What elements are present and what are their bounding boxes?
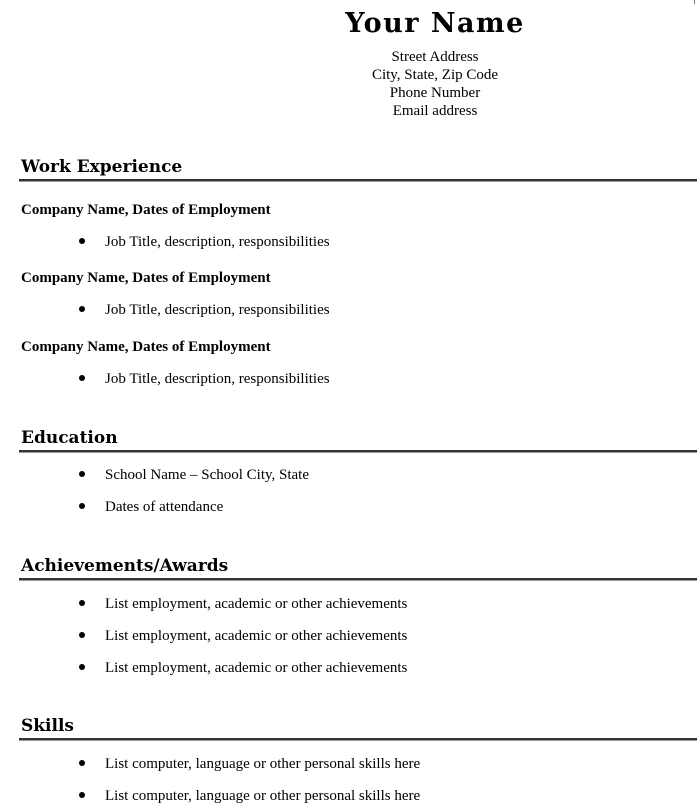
work-entry-detail xyxy=(79,370,330,388)
resume-header xyxy=(300,6,570,120)
achievement-item xyxy=(79,595,407,613)
skill-item xyxy=(79,755,420,773)
education-item xyxy=(79,498,223,516)
section-divider-skills xyxy=(19,738,697,741)
bullet-icon xyxy=(79,632,85,638)
work-entry-detail xyxy=(79,233,330,251)
bullet-icon xyxy=(79,471,85,477)
bullet-icon xyxy=(79,600,85,606)
section-title-education: Education xyxy=(21,428,118,448)
city-state-zip: City, State, Zip Code xyxy=(371,67,499,83)
achievement-item-text: List employment, academic or other achievements xyxy=(105,596,408,612)
achievement-item xyxy=(79,659,407,677)
bullet-icon xyxy=(79,760,85,766)
work-entry-detail xyxy=(79,301,330,319)
achievement-item xyxy=(79,627,407,645)
education-item-text: Dates of attendance xyxy=(105,499,224,515)
page-corner-mark xyxy=(694,0,695,4)
skill-item-text: List computer, language or other personal skills here xyxy=(105,788,421,804)
section-title-skills: Skills xyxy=(21,716,75,736)
work-entry-company: Company Name, Dates of Employment xyxy=(21,270,271,286)
education-item-text: School Name – School City, State xyxy=(105,467,310,483)
section-divider-work xyxy=(19,179,697,182)
bullet-icon xyxy=(79,306,85,312)
bullet-icon xyxy=(79,503,85,509)
section-divider-achievements xyxy=(19,578,697,581)
achievement-item-text: List employment, academic or other achievements xyxy=(105,628,408,644)
section-divider-education xyxy=(19,450,697,453)
bullet-icon xyxy=(79,238,85,244)
phone-number: Phone Number xyxy=(389,85,481,101)
section-title-achievements: Achievements/Awards xyxy=(21,556,229,576)
skill-item xyxy=(79,787,420,805)
bullet-icon xyxy=(79,792,85,798)
street-address: Street Address xyxy=(391,49,479,65)
bullet-icon xyxy=(79,664,85,670)
work-entry-company: Company Name, Dates of Employment xyxy=(21,202,271,218)
email-address: Email address xyxy=(392,103,478,119)
section-title-work-experience: Work Experience xyxy=(21,157,183,177)
work-entry-detail-text: Job Title, description, responsibilities xyxy=(105,302,330,318)
work-entry-detail-text: Job Title, description, responsibilities xyxy=(105,234,330,250)
skill-item-text: List computer, language or other personal skills here xyxy=(105,756,421,772)
candidate-name: Your Name xyxy=(345,8,525,39)
work-entry-company: Company Name, Dates of Employment xyxy=(21,339,271,355)
education-item xyxy=(79,466,309,484)
bullet-icon xyxy=(79,375,85,381)
work-entry-detail-text: Job Title, description, responsibilities xyxy=(105,371,330,387)
achievement-item-text: List employment, academic or other achievements xyxy=(105,660,408,676)
